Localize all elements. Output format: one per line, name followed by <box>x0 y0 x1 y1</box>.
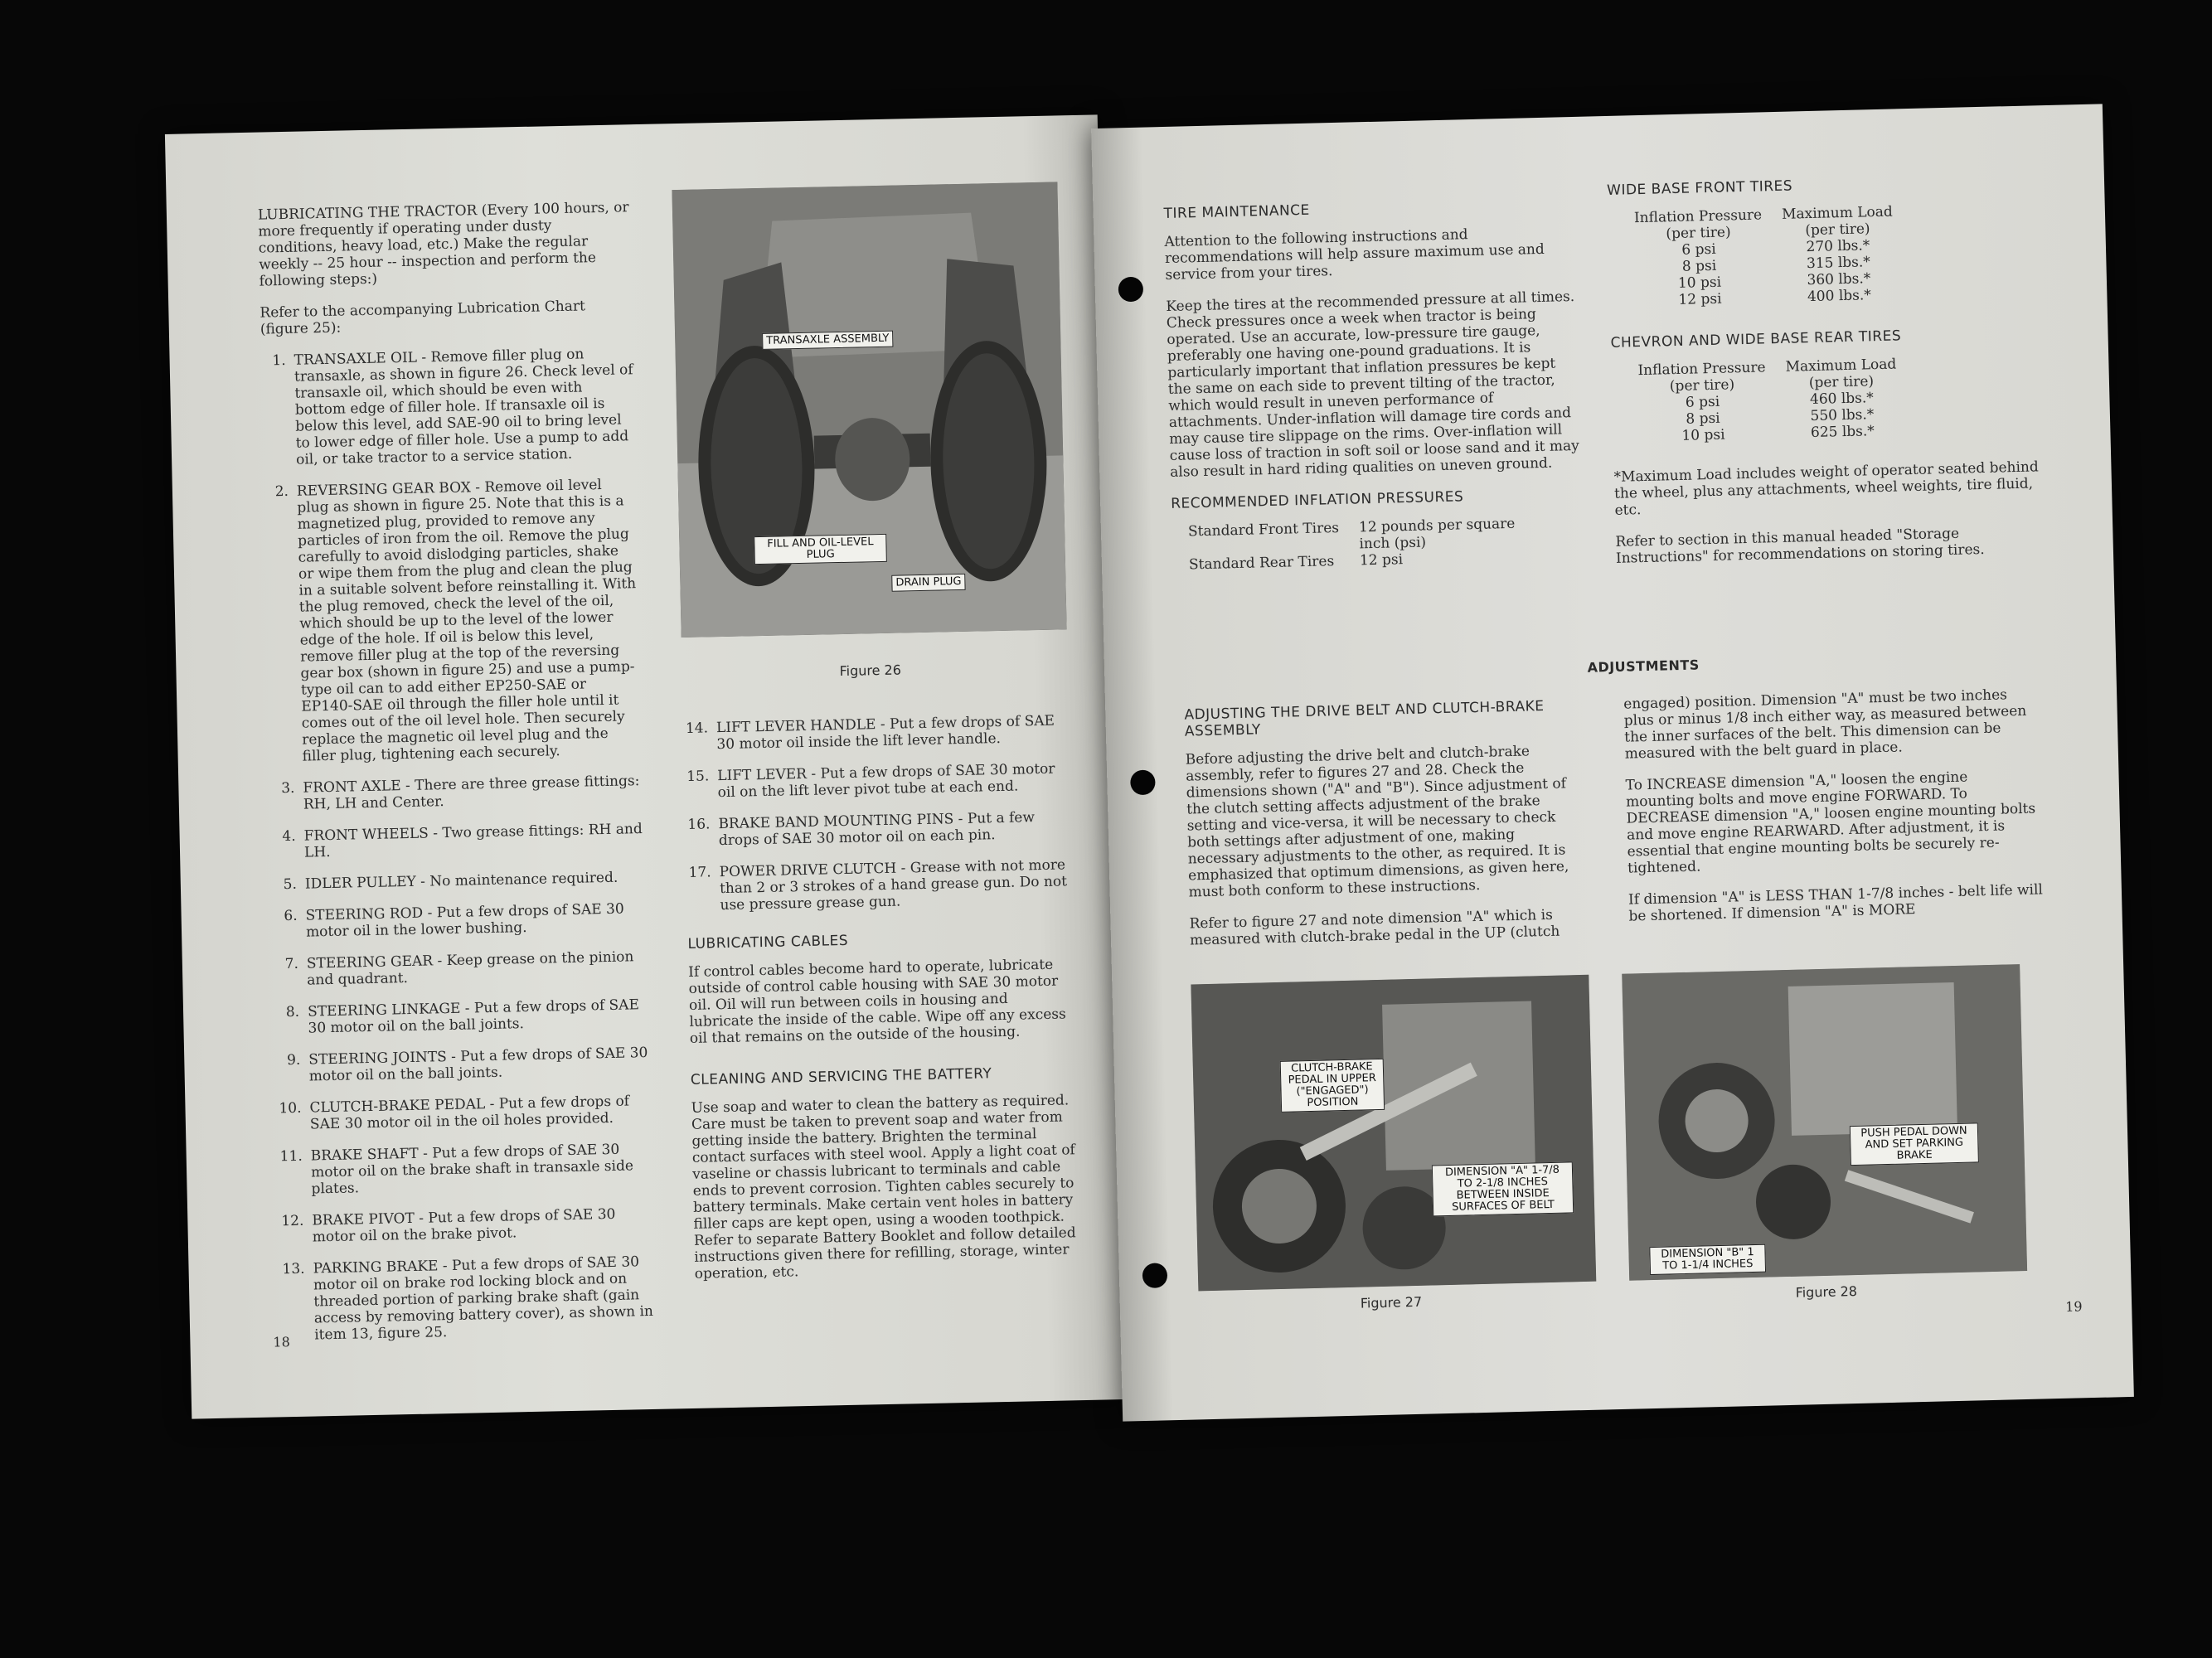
right-page <box>1091 104 2134 1421</box>
battery-text: Use soap and water to clean the battery as required. Care must be taken to prevent soap and water from getting inside the battery. Brighten the terminal contact surfaces with steel wool. Apply a light coat of vaseline or chassis lubricant to terminals and cable ends to prevent corrosion. Tighten cables securely to battery terminals. Make certain vent holes in battery filler caps are kept open, using a wooden toothpick. Refer to separate Battery Booklet and follow detailed instructions given there for refilling, storage, winter operation, etc. <box>691 1092 1076 1282</box>
item-text: BRAKE SHAFT - Put a few drops of SAE 30 motor oil on the brake shaft in transaxle side plates. <box>310 1141 634 1198</box>
figure-28-caption: Figure 28 <box>1795 1282 1858 1301</box>
left-page <box>165 114 1124 1418</box>
load-cell: 460 lbs.* <box>1809 390 1875 409</box>
front-tires-value: 12 pounds per square inch (psi) <box>1358 515 1516 553</box>
rear-tires-table <box>1627 356 1908 445</box>
front-tires-heading: WIDE BASE FRONT TIRES <box>1606 177 1793 199</box>
item-text: LIFT LEVER HANDLE - Put a few drops of SAE 30 motor oil inside the lift lever handle. <box>716 712 1055 754</box>
item-text: BRAKE PIVOT - Put a few drops of SAE 30 motor oil on the brake pivot. <box>312 1205 616 1246</box>
item-number: 1. <box>272 351 286 370</box>
front-tires-label: Standard Front Tires <box>1187 519 1340 541</box>
lubrication-item <box>260 345 636 468</box>
lubrication-item <box>685 808 1071 850</box>
lubrication-item <box>683 712 1070 754</box>
lubrication-item <box>272 900 646 941</box>
figure-26-photo <box>672 182 1066 638</box>
tire-intro: Attention to the following instructions and recommendations will help assure maximum use and service from your tires. <box>1164 226 1545 284</box>
battery-heading: CLEANING AND SERVICING THE BATTERY <box>690 1065 992 1088</box>
pressure-cell: 10 psi <box>1677 274 1722 292</box>
front-tires-table <box>1624 203 1905 309</box>
label-push-pedal-down: PUSH PEDAL DOWN AND SET PARKING BRAKE <box>1850 1122 1979 1166</box>
lubrication-item <box>276 1093 650 1133</box>
drive-belt-text-5: If dimension "A" is LESS THAN 1-7/8 inches - belt life will be shortened. If dimension "A" is MORE <box>1627 881 2044 925</box>
item-text: IDLER PULLEY - No maintenance required. <box>304 869 618 893</box>
rear-tires-value: 12 psi <box>1359 551 1404 570</box>
load-cell: 400 lbs.* <box>1807 287 1872 306</box>
item-text: STEERING LINKAGE - Put a few drops of SAE 30 motor oil on the ball joints. <box>307 996 640 1037</box>
lubrication-item <box>686 856 1072 914</box>
adjustments-column-1 <box>1184 697 1588 964</box>
lubrication-list <box>260 345 654 1344</box>
lubrication-item <box>274 996 648 1037</box>
item-text: STEERING GEAR - Keep grease on the pinion and quadrant. <box>306 948 634 989</box>
drive-belt-heading: ADJUSTING THE DRIVE BELT AND CLUTCH-BRAKE ASSEMBLY <box>1184 697 1545 740</box>
figure-27-caption: Figure 27 <box>1360 1293 1423 1311</box>
lubricating-intro: LUBRICATING THE TRACTOR (Every 100 hours, or more frequently if operating under dusty conditions, heavy load, etc.) Make the regular weekly -- 25 hour -- inspection and perform the following steps:) <box>257 199 629 290</box>
clutch-brake-image <box>1191 975 1596 1292</box>
pressure-cell: 10 psi <box>1681 426 1725 444</box>
lubrication-chart-ref: Refer to the accompanying Lubrication Chart (figure 25): <box>260 298 586 338</box>
item-number: 14. <box>685 720 709 737</box>
load-column-sub: (per tire) <box>1808 373 1875 392</box>
load-column-header: Maximum Load <box>1785 356 1897 376</box>
item-text: POWER DRIVE CLUTCH - Grease with not more than 2 or 3 strokes of a hand grease gun. Do not use pressure grease gun. <box>719 856 1068 914</box>
lubrication-item <box>684 760 1070 802</box>
left-column-1 <box>258 199 655 1359</box>
load-cell: 550 lbs.* <box>1810 406 1875 425</box>
figure-26-caption: Figure 26 <box>839 662 902 680</box>
max-load-footnote: *Maximum Load includes weight of operator seated behind the wheel, plus any attachments, wheel weights, tire fluid, etc. <box>1613 458 2039 519</box>
item-number: 16. <box>687 816 711 833</box>
label-fill-oil-level-plug: FILL AND OIL-LEVEL PLUG <box>754 534 887 565</box>
item-text: BRAKE BAND MOUNTING PINS - Put a few drops of SAE 30 motor oil on each pin. <box>718 809 1036 850</box>
label-transaxle-assembly: TRANSAXLE ASSEMBLY <box>762 331 894 350</box>
load-column-sub: (per tire) <box>1805 221 1870 240</box>
adjustments-heading: ADJUSTMENTS <box>1587 657 1700 676</box>
rear-tires-label: Standard Rear Tires <box>1188 553 1335 574</box>
item-number: 9. <box>286 1051 301 1069</box>
item-number: 7. <box>284 955 299 973</box>
item-number: 15. <box>686 768 710 785</box>
wide-base-column <box>1607 172 2048 582</box>
item-number: 4. <box>282 827 296 846</box>
pressure-column-sub: (per tire) <box>1669 376 1735 395</box>
label-dimension-b: DIMENSION "B" 1 TO 1-1/4 INCHES <box>1649 1244 1766 1275</box>
lubrication-item <box>264 476 643 765</box>
figure-28-photo <box>1622 964 2027 1281</box>
storage-reference: Refer to section in this manual headed "Storage Instructions" for recommendations on storing tires. <box>1615 525 1985 567</box>
drive-belt-text-4: To INCREASE dimension "A," loosen the engine mounting bolts and move engine FORWARD. To DECREASE dimension "A," loosen engine mounting bolts and move engine REARWARD. After adjustment, it is essential that engine mounting bolts be securely re-tightened. <box>1625 768 2036 877</box>
label-clutch-brake-pedal: CLUTCH-BRAKE PEDAL IN UPPER ("ENGAGED") POSITION <box>1280 1059 1385 1113</box>
tire-maintenance-heading: TIRE MAINTENANCE <box>1163 201 1311 223</box>
item-number: 13. <box>282 1260 305 1278</box>
lubrication-item <box>270 821 644 861</box>
item-number: 2. <box>274 482 289 501</box>
rear-tires-heading: CHEVRON AND WIDE BASE REAR TIRES <box>1610 327 1902 351</box>
item-text: REVERSING GEAR BOX - Remove oil level plug as shown in figure 25. Note that this is a magnetized plug, provided to remove any particles of iron from the oil. Remove the plug carefully to avoid dislodging particles, shake or wipe them from the plug and clean the plug in a suitable solvent before reinstalling it. With the plug removed, check the level of the oil, which should be up to the level of the lower edge of the hole. If oil is below this level, remove filler plug at the top of the reversing gear box (shown in figure 25) and use a pump-type oil can to add either EP250-SAE or EP140-SAE oil through the filler hole until it comes out of the oil level hole. Then securely replace the magnetic oil level plug and the filler plug, tightening each securely. <box>296 477 637 765</box>
pressure-column-sub: (per tire) <box>1666 224 1731 243</box>
tractor-rear-image <box>672 182 1066 638</box>
page-number-right: 19 <box>2064 1298 2083 1315</box>
load-cell: 625 lbs.* <box>1810 423 1875 442</box>
adjustments-column-2 <box>1623 686 2044 939</box>
recommended-pressures-heading: RECOMMENDED INFLATION PRESSURES <box>1170 488 1464 512</box>
item-text: TRANSAXLE OIL - Remove filler plug on transaxle, as shown in figure 26. Check level of transaxle oil, which should be even with bottom edge of filler hole. If transaxle oil is below this level, add SAE-90 oil to bring level to lower edge of filler hole. Use a pump to add oil, or take tractor to a service station. <box>293 346 633 468</box>
load-cell: 270 lbs.* <box>1806 237 1870 256</box>
tire-maintenance-column <box>1163 196 1583 574</box>
lubricating-cables-text: If control cables become hard to operate, lubricate outside of control cable housing with SAE 30 motor oil. Oil will run between coils in housing and lubricate the inside of the cable. Wipe off any excess oil that remains on the outside of the housing. <box>687 956 1066 1047</box>
pressure-cell: 8 psi <box>1681 257 1717 275</box>
figure-27-photo <box>1191 975 1596 1292</box>
label-dimension-a: DIMENSION "A" 1-7/8 TO 2-1/8 INCHES BETWEEN INSIDE SURFACES OF BELT <box>1432 1161 1574 1216</box>
item-text: FRONT AXLE - There are three grease fittings: RH, LH and Center. <box>303 773 640 813</box>
load-cell: 360 lbs.* <box>1807 270 1871 289</box>
item-number: 5. <box>283 875 298 894</box>
label-drain-plug: DRAIN PLUG <box>891 574 966 592</box>
tire-pressure-text: Keep the tires at the recommended pressure at all times. Check pressures once a week when tractor is being operated. Use an accurate, low-pressure tire gauge, preferably one having one-pound graduations. It is particularly important that inflation pressures be kept the same on each side to prevent tilting of the tractor, which would result in uneven performance of attachments. Under-inflation will damage tire cords and may cause tire slippage on the rims. Over-inflation will cause loss of traction in soft soil or loose sand and it may also result in hard riding qualities on uneven ground. <box>1166 288 1579 481</box>
item-number: 8. <box>285 1003 300 1021</box>
binder-hole-1 <box>1118 277 1144 303</box>
item-text: STEERING JOINTS - Put a few drops of SAE 30 motor oil on the ball joints. <box>308 1044 648 1085</box>
pressure-column-header: Inflation Pressure <box>1637 359 1766 380</box>
page-number-left: 18 <box>273 1334 290 1350</box>
item-number: 10. <box>279 1099 302 1117</box>
lubrication-item <box>274 948 648 989</box>
item-number: 17. <box>688 864 711 881</box>
item-text: LIFT LEVER - Put a few drops of SAE 30 motor oil on the lift lever pivot tube at each end. <box>717 760 1055 802</box>
load-cell: 315 lbs.* <box>1806 254 1871 273</box>
drive-belt-text-3: engaged) position. Dimension "A" must be two inches plus or minus 1/8 inch either way, as measured between the inner surfaces of the belt. This dimension can be measured with the belt guard in place. <box>1623 686 2027 763</box>
item-text: PARKING BRAKE - Put a few drops of SAE 30 motor oil on brake rod locking block and on threaded portion of parking brake shaft (gain access by removing battery cover), as shown in item 13, figure 25. <box>313 1253 654 1344</box>
pressure-cell: 6 psi <box>1681 240 1716 259</box>
binder-hole-2 <box>1130 769 1156 795</box>
pressure-cell: 12 psi <box>1678 290 1722 308</box>
drive-belt-text-2: Refer to figure 27 and note dimension "A" which is measured with clutch-brake pedal in the UP (clutch <box>1189 906 1560 949</box>
left-column-2 <box>683 712 1080 1297</box>
pressure-cell: 8 psi <box>1686 410 1720 428</box>
lubrication-item <box>272 869 645 893</box>
lubrication-item <box>279 1205 652 1246</box>
pressure-column-header: Inflation Pressure <box>1633 206 1763 227</box>
pressure-cell: 6 psi <box>1685 393 1720 411</box>
lubrication-item <box>279 1253 654 1344</box>
item-number: 12. <box>281 1212 304 1230</box>
lubricating-cables-heading: LUBRICATING CABLES <box>687 932 849 953</box>
item-text: STEERING ROD - Put a few drops of SAE 30 motor oil in the lower bushing. <box>305 900 624 941</box>
item-text: CLUTCH-BRAKE PEDAL - Put a few drops of SAE 30 motor oil in the oil holes provided. <box>309 1093 630 1133</box>
lubrication-item <box>269 773 643 813</box>
lubrication-list-continued <box>683 712 1073 914</box>
drive-belt-text-1: Before adjusting the drive belt and clutch-brake assembly, refer to figures 27 and 28. Check the dimensions shown ("A" and "B"). Since adjustment of the clutch setting affects adjustment of the brake setting and vice-versa, it will be necessary to check both settings after adjustment of one, making necessary adjustments to the other, as required. It is emphasized that optimum dimensions, as given here, must both conform to these instructions. <box>1185 743 1569 901</box>
lubrication-item <box>275 1045 649 1085</box>
item-number: 3. <box>281 779 295 797</box>
load-column-header: Maximum Load <box>1781 203 1894 223</box>
binder-hole-3 <box>1142 1263 1168 1288</box>
item-number: 11. <box>279 1147 303 1166</box>
item-text: FRONT WHEELS - Two grease fittings: RH and LH. <box>303 821 643 861</box>
item-number: 6. <box>284 907 298 925</box>
lubrication-item <box>278 1141 652 1198</box>
recommended-pressures-table <box>1171 514 1560 573</box>
